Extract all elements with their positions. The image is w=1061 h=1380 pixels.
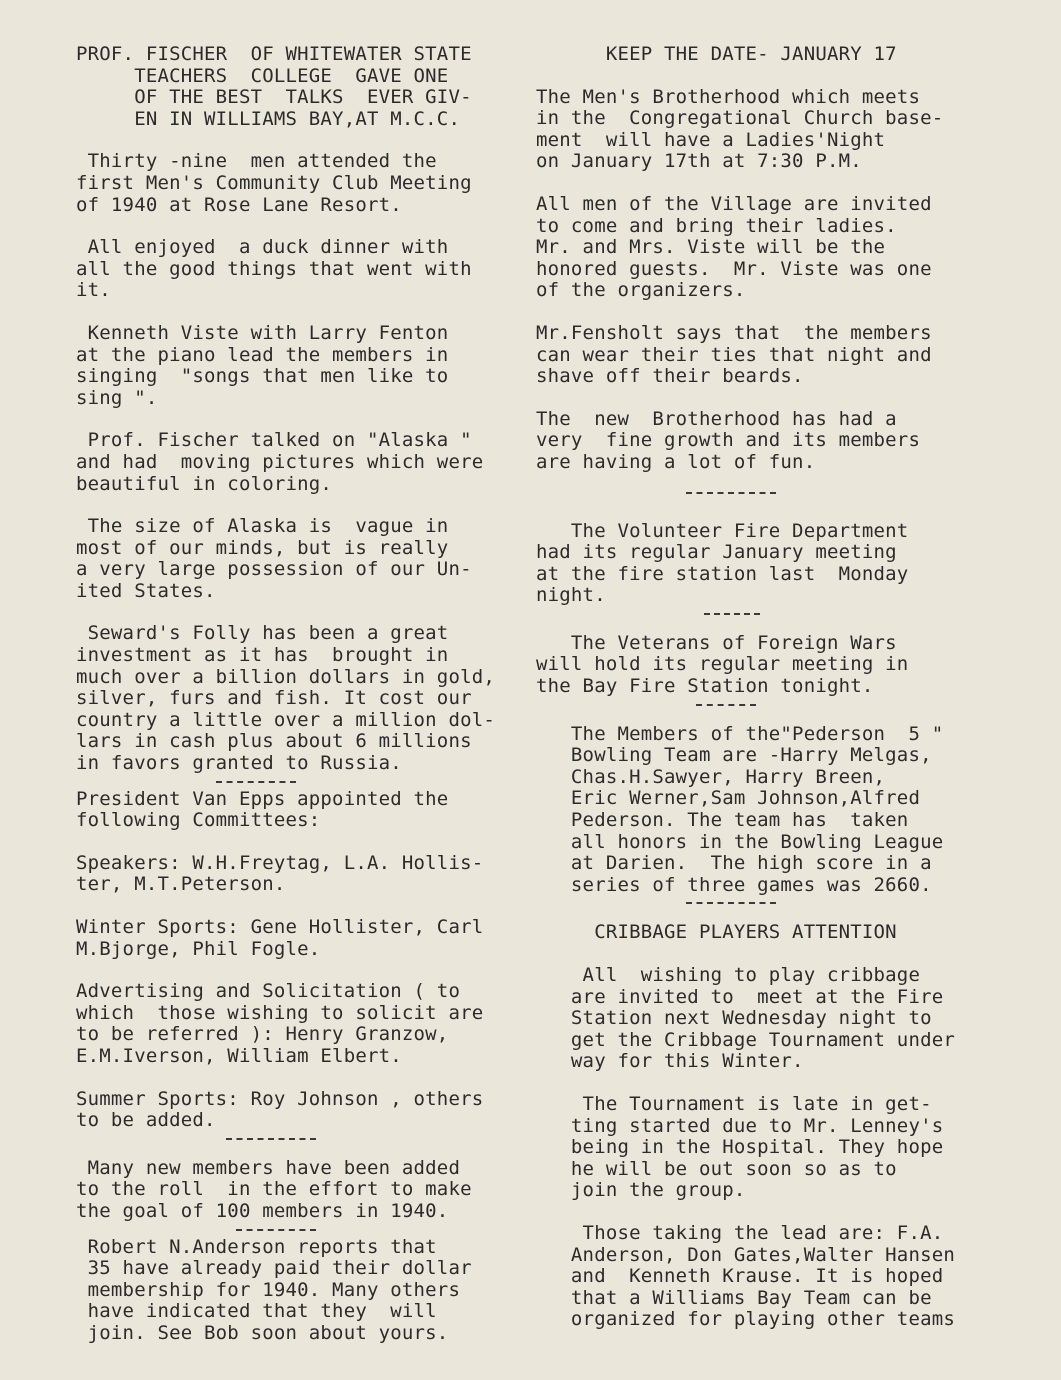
text-line: organized for playing other teams [536, 1308, 956, 1331]
text-line: The new Brotherhood has had a [536, 407, 897, 430]
paragraph-sewards-folly [76, 623, 531, 774]
text-line: The Men's Brotherhood which meets [536, 85, 921, 108]
text-line: lars in cash plus about 6 millions [76, 730, 472, 753]
text-line: 35 have already paid their dollar [76, 1257, 472, 1280]
text-line: most of our minds, but is really [76, 536, 449, 559]
text-line: will hold its regular meeting in [536, 653, 909, 676]
paragraph-dues [76, 1237, 531, 1345]
text-line: ment will have a Ladies'Night [536, 128, 886, 151]
left-column [76, 44, 531, 1345]
divider [536, 698, 996, 712]
text-line: Prof. Fischer talked on "Alaska " [76, 429, 472, 452]
text-line: had its regular January meeting [536, 541, 897, 564]
text-line: ited States. [76, 579, 216, 602]
text-line: first Men's Community Club Meeting [76, 171, 472, 194]
text-line: on January 17th at 7:30 P.M. [536, 150, 862, 173]
text-line: E.M.Iverson, William Elbert. [76, 1044, 402, 1067]
paragraph-dinner [76, 237, 531, 302]
text-line: in the Congregational Church base- [536, 107, 944, 130]
text-line: all the good things that went with [76, 257, 472, 280]
paragraph-veterans [536, 633, 996, 698]
text-line: TEACHERS COLLEGE GAVE ONE [76, 64, 449, 87]
text-line: The Members of the"Pederson 5 " [536, 722, 944, 745]
text-line: All wishing to play cribbage [536, 964, 921, 986]
text-line: a very large possession of our Un- [76, 558, 472, 581]
text-line: beautiful in coloring. [76, 472, 333, 495]
text-line: get the Cribbage Tournament under [536, 1028, 956, 1051]
text-line: it. [76, 279, 111, 302]
paragraph-alaska-size [76, 516, 531, 602]
text-line: at the piano lead the members in [76, 343, 449, 366]
text-line: of the organizers. [536, 279, 746, 302]
paragraph-ladies-night [536, 87, 996, 173]
text-line: Mr. and Mrs. Viste will be the [536, 236, 886, 259]
text-line: All enjoyed a duck dinner with [76, 236, 449, 259]
paragraph-brotherhood-growth [536, 409, 996, 474]
text-line: to be added. [76, 1109, 216, 1132]
paragraph-tournament-leaders [536, 1223, 996, 1331]
paragraph-cribbage-invite [536, 965, 996, 1073]
text-line: Pederson. The team has taken [536, 809, 909, 832]
paragraph-meeting [76, 151, 531, 216]
paragraph-bowling-team [536, 724, 996, 897]
text-line: EN IN WILLIAMS BAY,AT M.C.C. [76, 107, 461, 130]
text-line: Thirty -nine men attended the [76, 150, 437, 173]
text-line: ter, M.T.Peterson. [76, 873, 286, 896]
divider [536, 607, 996, 621]
text-line: Bowling Team are -Harry Melgas, [536, 744, 932, 767]
paragraph-speakers [76, 853, 531, 896]
text-line: All men of the Village are invited [536, 192, 932, 215]
paragraph-singing [76, 323, 531, 409]
text-line: singing "songs that men like to [76, 365, 449, 388]
divider [76, 1223, 531, 1237]
text-line: The Volunteer Fire Department [536, 519, 909, 542]
text-line: PROF. FISCHER OF WHITEWATER STATE [76, 43, 472, 65]
paragraph-tournament-late [536, 1094, 996, 1202]
paragraph-alaska-talk [76, 430, 531, 495]
paragraph-new-members [76, 1158, 531, 1223]
text-line: following Committees: [76, 809, 321, 832]
text-line: that a Williams Bay Team can be [536, 1286, 932, 1309]
text-line: Seward's Folly has been a great [76, 622, 449, 645]
paragraph-winter-sports [76, 917, 531, 960]
text-line: to be referred ): Henry Granzow, [76, 1023, 449, 1046]
text-line: join the group. [536, 1179, 746, 1202]
text-line: Those taking the lead are: F.A. [536, 1221, 944, 1244]
text-line: The Veterans of Foreign Wars [536, 631, 897, 654]
divider [536, 486, 996, 500]
text-line: M.Bjorge, Phil Fogle. [76, 937, 321, 960]
text-line: Chas.H.Sawyer, Harry Breen, [536, 765, 886, 788]
paragraph-ties-beards [536, 323, 996, 388]
text-line: night. [536, 584, 606, 607]
text-line: Summer Sports: Roy Johnson , others [76, 1087, 484, 1110]
text-line: to the roll in the effort to make [76, 1178, 472, 1201]
paragraph-invitation [536, 194, 996, 302]
text-line: of 1940 at Rose Lane Resort. [76, 193, 402, 216]
text-line: Speakers: W.H.Freytag, L.A. Hollis- [76, 851, 484, 874]
text-line: Many new members have been added [76, 1156, 461, 1179]
left-headline [76, 44, 531, 130]
paragraph-fire-department [536, 521, 996, 607]
cribbage-subhead: CRIBBAGE PLAYERS ATTENTION [536, 921, 897, 944]
text-line: and had moving pictures which were [76, 450, 484, 473]
text-line: ting started due to Mr. Lenney's [536, 1114, 944, 1137]
text-line: have indicated that they will [76, 1300, 437, 1323]
text-line: Winter Sports: Gene Hollister, Carl [76, 916, 484, 938]
text-line: silver, furs and fish. It cost our [76, 687, 472, 710]
text-line: membership for 1940. Many others [76, 1278, 461, 1301]
text-line: Robert N.Anderson reports that [76, 1235, 437, 1258]
text-line: in favors granted to Russia. [76, 752, 402, 775]
text-line: Station next Wednesday night to [536, 1007, 932, 1030]
divider [76, 1132, 531, 1146]
paragraph-committees [76, 789, 531, 832]
text-line: way for this Winter. [536, 1050, 804, 1073]
text-line: President Van Epps appointed the [76, 787, 449, 810]
text-line: all honors in the Bowling League [536, 830, 944, 853]
text-line: very fine growth and its members [536, 429, 921, 452]
text-line: join. See Bob soon about yours. [76, 1321, 449, 1344]
text-line: being in the Hospital. They hope [536, 1136, 944, 1159]
text-line: shave off their beards. [536, 365, 804, 388]
text-line: the Bay Fire Station tonight. [536, 675, 874, 698]
text-line: much over a billion dollars in gold, [76, 665, 496, 688]
divider [536, 896, 996, 910]
text-line: country a little over a million dol- [76, 708, 496, 731]
text-line: Kenneth Viste with Larry Fenton [76, 321, 449, 344]
text-line: OF THE BEST TALKS EVER GIV- [76, 86, 472, 109]
divider [76, 775, 531, 789]
text-line: series of three games was 2660. [536, 873, 932, 896]
text-line: at the fire station last Monday [536, 562, 909, 585]
text-line: he will be out soon so as to [536, 1157, 897, 1180]
text-line: investment as it has brought in [76, 644, 449, 667]
text-line: at Darien. The high score in a [536, 852, 932, 875]
right-headline: KEEP THE DATE- JANUARY 17 [536, 43, 897, 65]
paragraph-advertising [76, 981, 531, 1067]
text-line: which those wishing to solicit are [76, 1001, 484, 1024]
text-line: are invited to meet at the Fire [536, 985, 944, 1008]
text-line: Mr.Fensholt says that the members [536, 321, 932, 344]
text-line: The Tournament is late in get- [536, 1092, 932, 1115]
text-line: can wear their ties that night and [536, 343, 932, 366]
text-line: and Kenneth Krause. It is hoped [536, 1265, 944, 1288]
text-line: Anderson, Don Gates,Walter Hansen [536, 1243, 956, 1266]
text-line: are having a lot of fun. [536, 450, 816, 473]
text-line: sing ". [76, 386, 158, 409]
text-line: to come and bring their ladies. [536, 214, 897, 237]
right-column [536, 44, 996, 1331]
text-line: The size of Alaska is vague in [76, 515, 449, 538]
text-line: Advertising and Solicitation ( to [76, 980, 461, 1003]
text-line: Eric Werner,Sam Johnson,Alfred [536, 787, 921, 810]
text-line: honored guests. Mr. Viste was one [536, 257, 932, 280]
paragraph-summer-sports [76, 1089, 531, 1132]
text-line: the goal of 100 members in 1940. [76, 1199, 449, 1222]
